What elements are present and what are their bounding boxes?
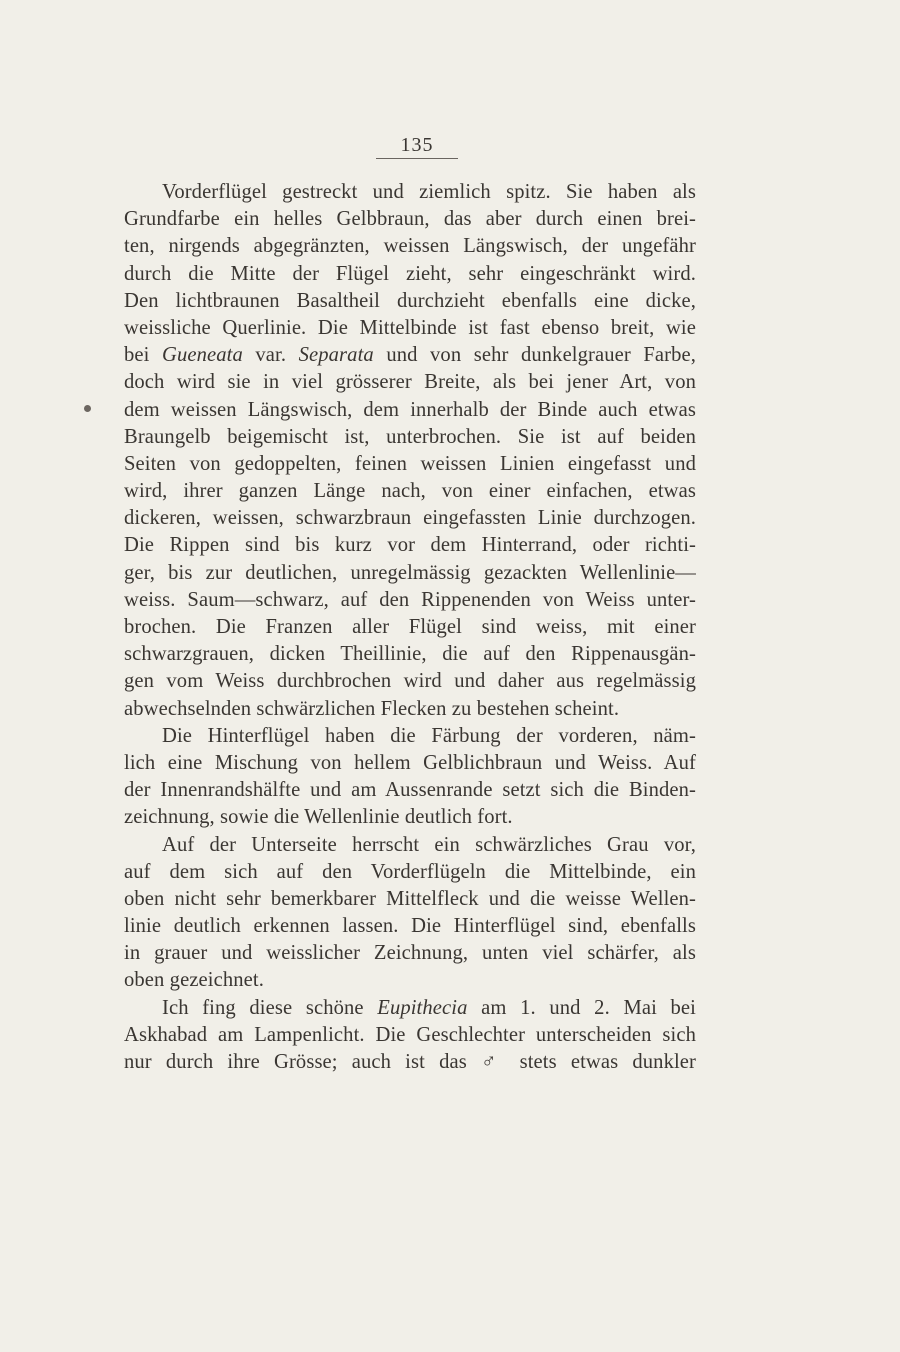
text-line: weissliche Querlinie. Die Mittelbinde ist fast ebenso breit, wie [124, 316, 696, 339]
text-line: ten, nirgends abgegränzten, weissen Längswisch, der ungefähr [124, 235, 696, 258]
text-line: durch die Mitte der Flügel zieht, sehr eingeschränkt wird. [124, 262, 696, 285]
text-line: Die Hinterflügel haben die Färbung der vorderen, näm- [162, 724, 696, 747]
text-line: oben gezeichnet. [124, 969, 264, 992]
text-line: zeichnung, sowie die Wellenlinie deutlich fort. [124, 806, 513, 829]
text-line: doch wird sie in viel grösserer Breite, als bei jener Art, von [124, 371, 696, 394]
text-line: bei Gueneata var. Separata und von sehr dunkelgrauer Farbe, [124, 344, 696, 367]
text-line: schwarzgrauen, dicken Theillinie, die auf den Rippenausgän- [124, 643, 696, 666]
text-line: Auf der Unterseite herrscht ein schwärzliches Grau vor, [162, 833, 696, 856]
page-number: 135 [400, 134, 434, 156]
text-line: in grauer und weisslicher Zeichnung, unten viel schärfer, als [124, 942, 696, 965]
text-line: Grundfarbe ein helles Gelbbraun, das aber durch einen brei- [124, 208, 696, 231]
margin-ink-dot [84, 405, 91, 412]
text-line: der Innenrandshälfte und am Aussenrande setzt sich die Binden- [124, 779, 696, 802]
text-line: Ich fing diese schöne Eupithecia am 1. und 2. Mai bei [162, 996, 696, 1019]
page-number-rule [376, 158, 458, 159]
text-line: Die Rippen sind bis kurz vor dem Hinterrand, oder richti- [124, 534, 696, 557]
text-line: linie deutlich erkennen lassen. Die Hinterflügel sind, ebenfalls [124, 915, 696, 938]
text-line: wird, ihrer ganzen Länge nach, von einer einfachen, etwas [124, 480, 696, 503]
text-line: oben nicht sehr bemerkbarer Mittelfleck und die weisse Wellen- [124, 887, 696, 910]
text-line: Askhabad am Lampenlicht. Die Geschlechter unterscheiden sich [124, 1023, 696, 1046]
text-line: dickeren, weissen, schwarzbraun eingefassten Linie durchzogen. [124, 507, 696, 530]
text-line: Den lichtbraunen Basaltheil durchzieht ebenfalls eine dicke, [124, 289, 696, 312]
text-line: Seiten von gedoppelten, feinen weissen Linien eingefasst und [124, 452, 696, 475]
text-line: Vorderflügel gestreckt und ziemlich spitz. Sie haben als [162, 181, 696, 203]
text-line: weiss. Saum—schwarz, auf den Rippenenden von Weiss unter- [124, 588, 696, 611]
text-line: abwechselnden schwärzlichen Flecken zu bestehen scheint. [124, 697, 620, 720]
text-line: dem weissen Längswisch, dem innerhalb der Binde auch etwas [124, 398, 696, 421]
text-line: Braungelb beigemischt ist, unterbrochen. Sie ist auf beiden [124, 425, 696, 448]
text-line: ger, bis zur deutlichen, unregelmässig gezackten Wellenlinie— [124, 561, 696, 584]
text-line: nur durch ihre Grösse; auch ist das ♂ stets etwas dunkler [124, 1051, 696, 1073]
text-line: brochen. Die Franzen aller Flügel sind weiss, mit einer [124, 616, 696, 638]
text-line: lich eine Mischung von hellem Gelblichbraun und Weiss. Auf [124, 751, 696, 774]
text-line: auf dem sich auf den Vorderflügeln die Mittelbinde, ein [124, 860, 696, 883]
text-line: gen vom Weiss durchbrochen wird und daher aus regelmässig [124, 670, 696, 693]
body-text [124, 179, 696, 1076]
